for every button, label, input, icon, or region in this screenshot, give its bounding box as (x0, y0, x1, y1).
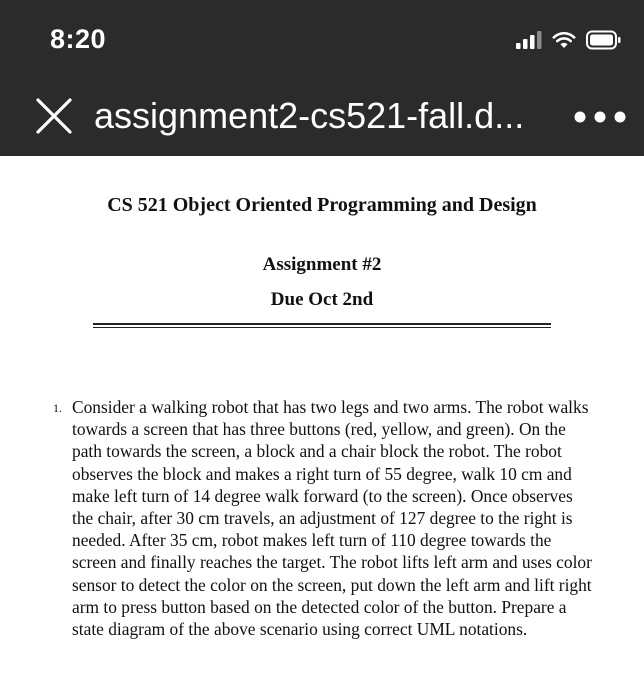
document-page (0, 156, 644, 700)
question-number: 1. (53, 401, 62, 415)
assignment-title: Assignment #2 (262, 254, 382, 275)
wifi-icon (552, 31, 576, 49)
status-time: 8:20 (50, 24, 107, 54)
more-options-icon[interactable] (572, 104, 628, 130)
question-text: Consider a walking robot that has two legs and two arms. The robot walks towards a screen that has three buttons (red, yellow, and green). On the path towards the screen, a block and a chair block the robot. The robot observes the block and makes a right turn of 55 degree, walk 10 cm and make left turn of 14 degree walk forward (to the screen). Once observes the chair, after 30 cm travels, an adjustment of 127 degree to the right is needed. After 35 cm, robot makes left turn of 110 degree towards the screen and finally reaches the target. The robot lifts left arm and uses color sensor to detect the color on the screen, put down the left arm and lift right arm to press button based on the detected color of the button. Prepare a state diagram of the above scenario using correct UML notations. (72, 397, 592, 640)
course-title: CS 521 Object Oriented Programming and Design (107, 194, 537, 216)
due-date: Due Oct 2nd (270, 289, 374, 310)
battery-icon (586, 30, 622, 50)
title-divider (93, 323, 551, 328)
status-icons (516, 28, 622, 52)
cellular-signal-icon (516, 31, 542, 49)
status-bar (0, 0, 644, 78)
document-title: assignment2-cs521-fall.d... (94, 95, 525, 136)
close-icon[interactable] (34, 96, 74, 136)
document-toolbar (0, 78, 644, 156)
